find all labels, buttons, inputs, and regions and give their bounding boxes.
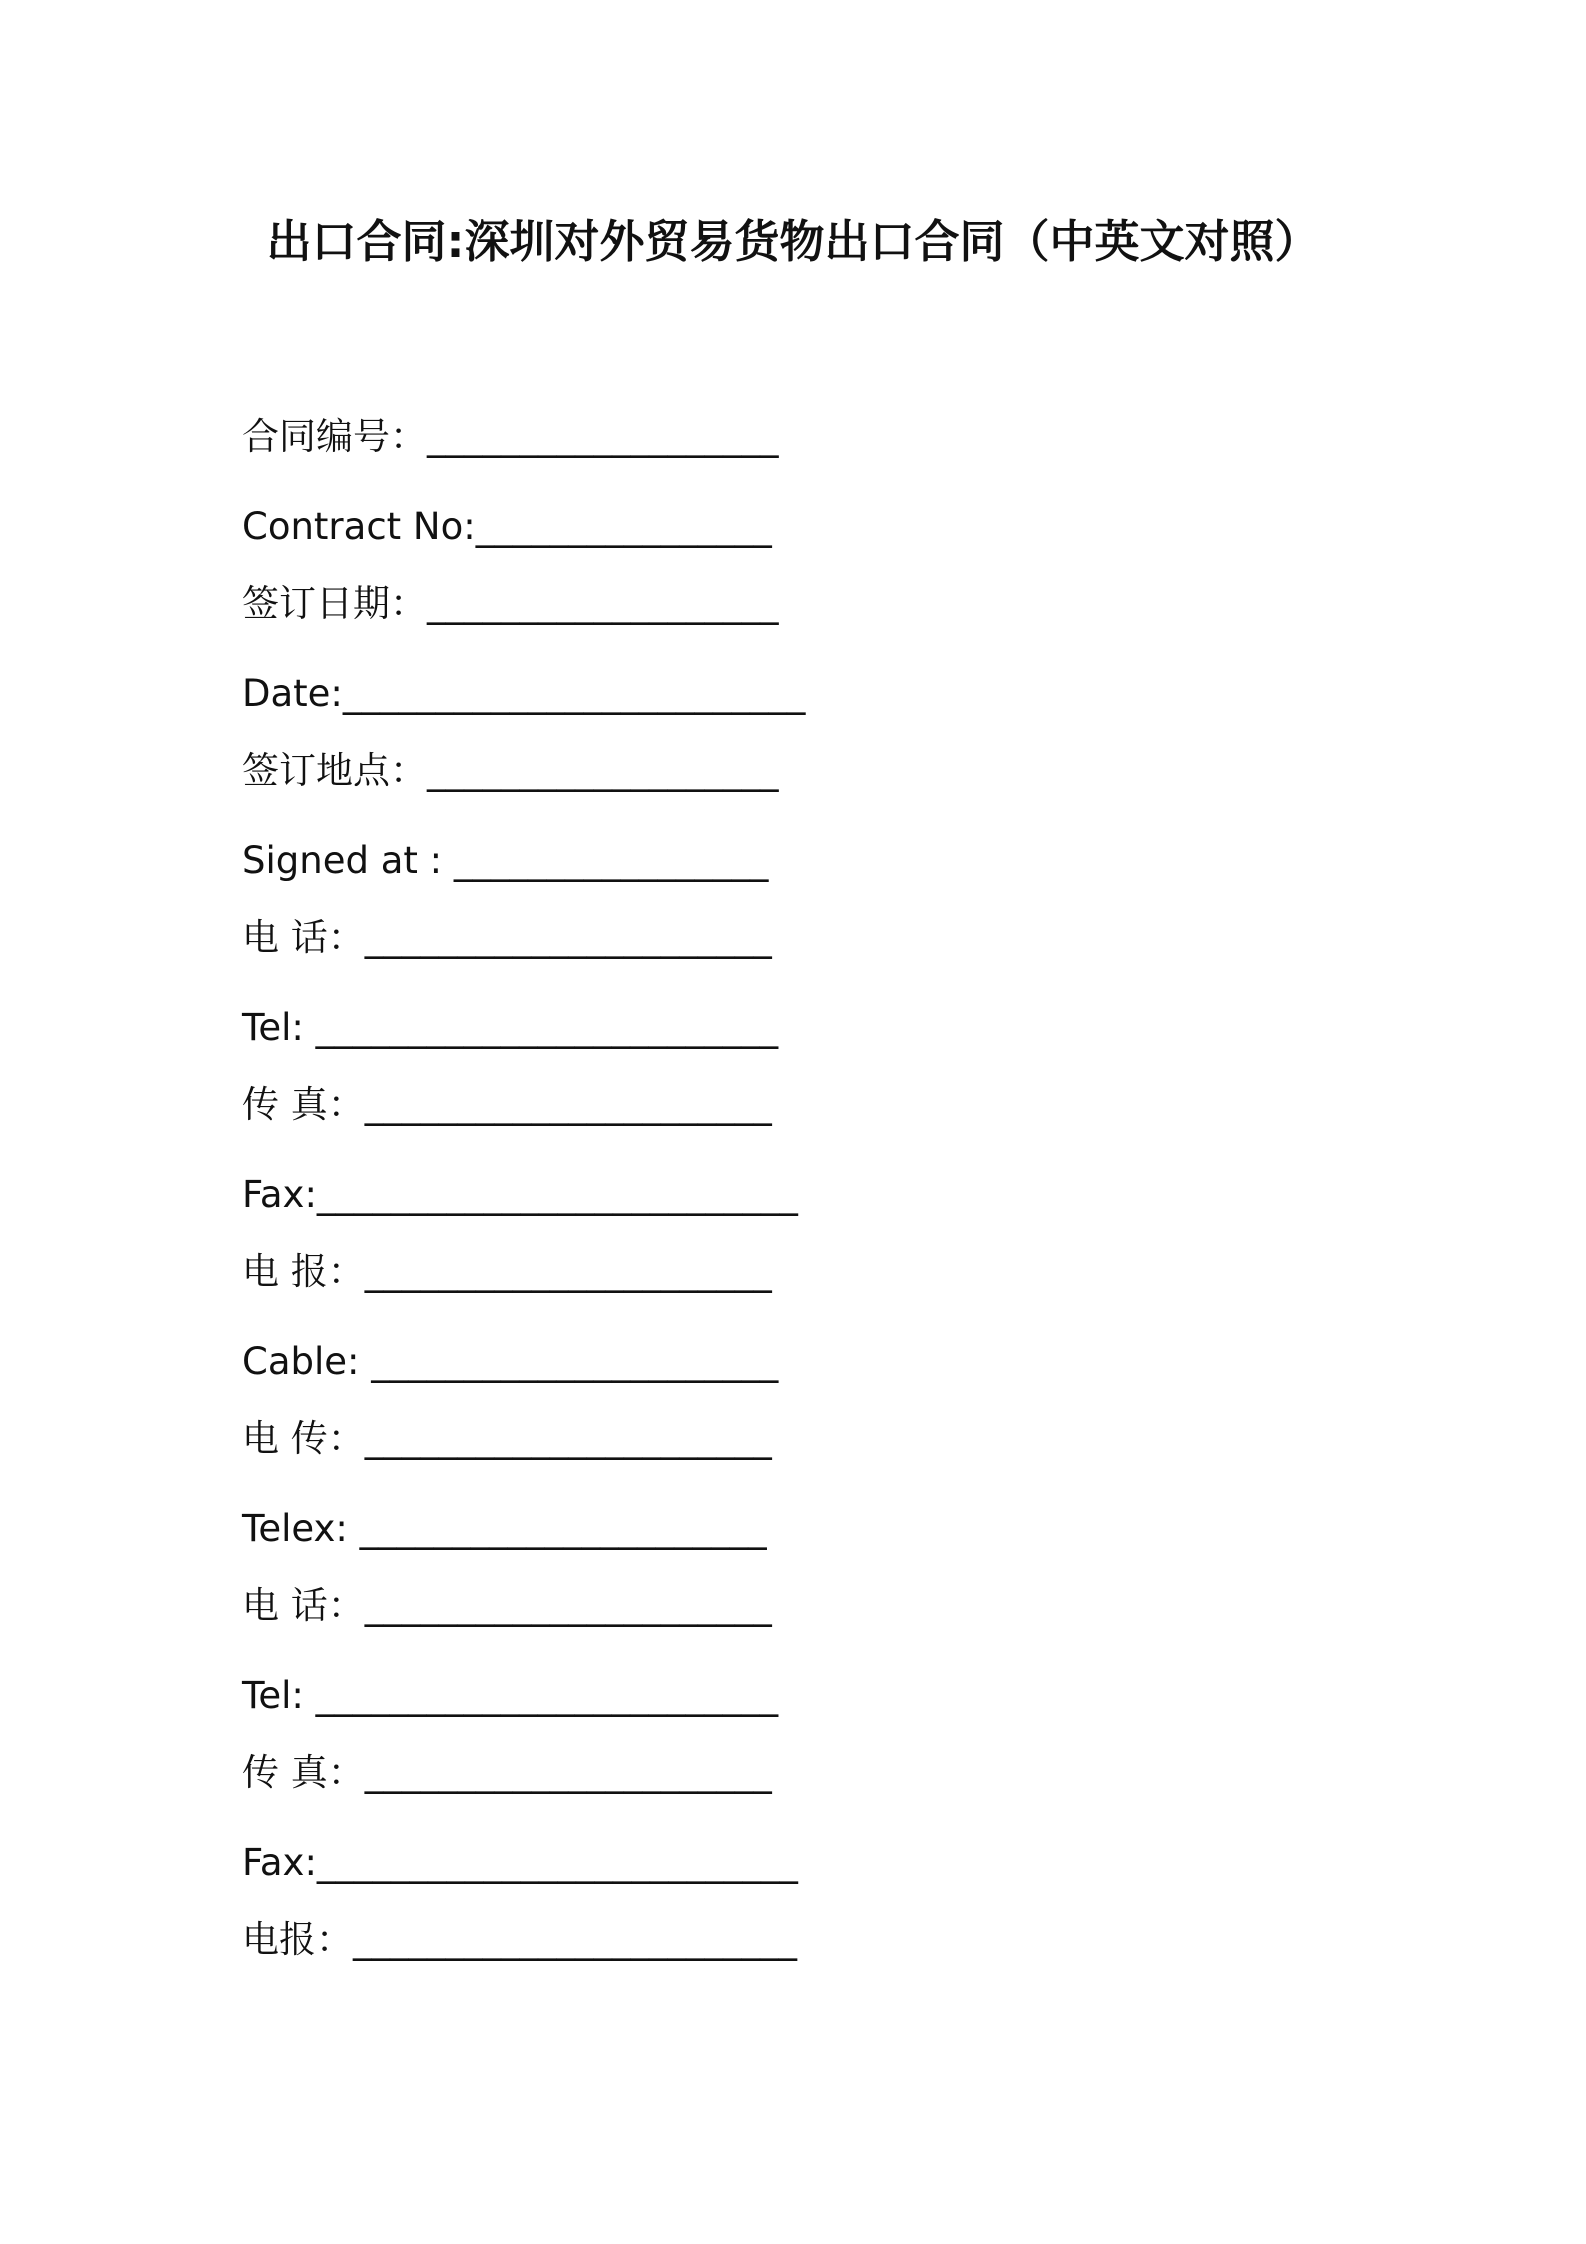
signing-date-en-line: Date:_________________________ <box>242 672 806 715</box>
cable-en-line: Cable: ______________________ <box>242 1340 779 1383</box>
telephone-cn-line-2: 电 话：______________________ <box>242 1584 772 1627</box>
telephone-en-line-2: Tel: _________________________ <box>242 1674 779 1717</box>
telephone-en-line: Tel: _________________________ <box>242 1006 779 1049</box>
document-title: 出口合同:深圳对外贸易货物出口合同（中英文对照） <box>266 215 1320 268</box>
signing-place-en-line: Signed at : _________________ <box>242 839 769 882</box>
telephone-cn-line: 电 话：______________________ <box>242 916 772 959</box>
cable-cn-line: 电 报：______________________ <box>242 1250 772 1293</box>
signing-place-cn-line: 签订地点：___________________ <box>242 749 779 792</box>
telex-cn-line: 电 传：______________________ <box>242 1417 772 1460</box>
contract-number-cn-line: 合同编号：___________________ <box>242 415 779 458</box>
signing-date-cn-line: 签订日期：___________________ <box>242 582 779 625</box>
fax-cn-line-2: 传 真：______________________ <box>242 1751 772 1794</box>
fax-cn-line: 传 真：______________________ <box>242 1083 772 1126</box>
fax-en-line: Fax:__________________________ <box>242 1173 798 1216</box>
cable-cn-line-2: 电报：________________________ <box>242 1918 797 1961</box>
telex-en-line: Telex: ______________________ <box>242 1507 767 1550</box>
fax-en-line-2: Fax:__________________________ <box>242 1841 798 1884</box>
contract-number-en-line: Contract No:________________ <box>242 505 772 548</box>
